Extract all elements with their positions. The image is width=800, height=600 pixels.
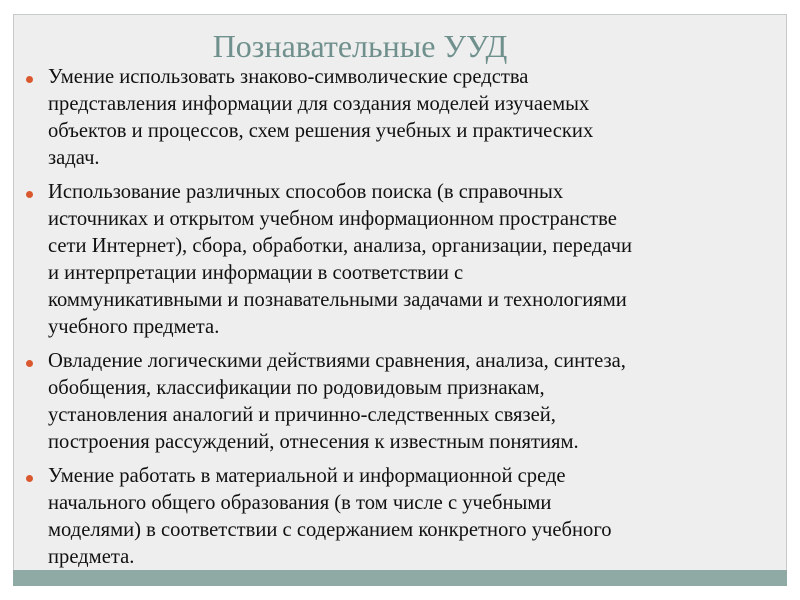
bullet-text: Умение работать в материальной и информационной среде начального общего образования (в том числе с учебными моделями) в соответствии с содержанием конкретного учебного предмета. xyxy=(48,465,612,568)
bullet-text: Умение использовать знаково-символические средства представления информации для создания моделей изучаемых объектов и процессов, схем решения учебных и практических задач. xyxy=(48,66,594,169)
bullet-dot-icon xyxy=(26,475,33,482)
bullet-list xyxy=(22,64,792,578)
bullet-item xyxy=(22,179,792,341)
bullet-dot-icon xyxy=(26,191,33,198)
bullet-text: Овладение логическими действиями сравнения, анализа, синтеза, обобщения, классификации по родовидовым признакам, установления аналогий и причинно-следственных связей, построения рассуждений, отнесения к известным понятиям. xyxy=(48,350,626,453)
bullet-text: Использование различных способов поиска (в справочных источниках и открытом учебном информационном пространстве сети Интернет), сбора, обработки, анализа, организации, передачи и интерпретации информации в соответствии с коммуникативными и познавательными задачами и технологиями учебного предмета. xyxy=(48,181,632,338)
slide-title: Познавательные УУД xyxy=(212,28,508,64)
bullet-item xyxy=(22,463,792,571)
bullet-dot-icon xyxy=(26,76,33,83)
bullet-dot-icon xyxy=(26,360,33,367)
bullet-item xyxy=(22,348,792,456)
bullet-item xyxy=(22,64,792,172)
